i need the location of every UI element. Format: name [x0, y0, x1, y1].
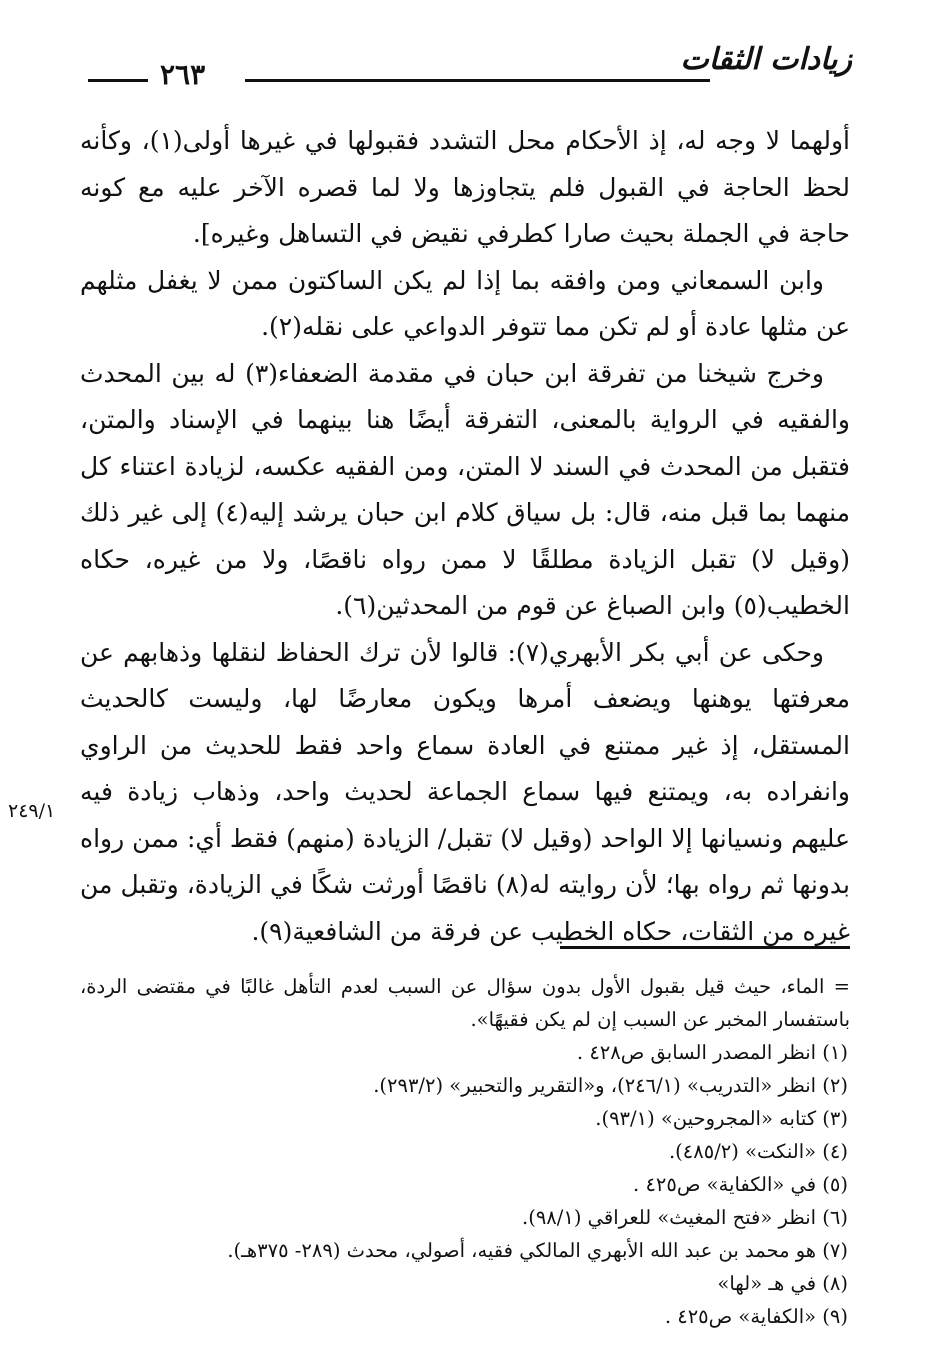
footnote-continuation: = الماء، حيث قيل بقبول الأول بدون سؤال عن السبب لعدم التأهل غالبًا في مقتضى الردة، باستفسار المخبر عن السبب إن لم يكن فقيهًا». — [80, 975, 850, 1031]
paragraph-4: وحكى عن أبي بكر الأبهري(٧): قالوا لأن ترك الحفاظ لنقلها وذهابهم عن معرفتها يوهنها ويضعف أمرها ويكون معارضًا لها، وليست كالحديث المستقل، إذ غير ممتنع في العادة سماع واحد فقط للحديث من الراوي وانفراده به، ويمتنع فيها سماع الجماعة لحديث واحد، وذهاب زيادة فيه عليهم ونسيانها إلا الواحد (وقيل لا) تقبل/ الزيادة (منهم) فقط أي: ممن رواه بدونها ثم رواه بها؛ لأن روايته له(٨) ناقصًا أورثت شكًا في الزيادة، وتقبل من غيره من الثقات، حكاه الخطيب عن فرقة من الشافعية(٩). — [80, 637, 850, 946]
header-rule-left — [88, 79, 148, 82]
page-number: ٢٦٣ — [160, 58, 206, 91]
footnote-9: (٩) «الكفاية» ص٤٢٥ . — [664, 1305, 848, 1328]
footnote-5: (٥) في «الكفاية» ص٤٢٥ . — [633, 1173, 848, 1196]
footnote-1: (١) انظر المصدر السابق ص٤٢٨ . — [576, 1041, 848, 1064]
footnote-4: (٤) «النكت» (٤٨٥/٢). — [668, 1140, 848, 1163]
footnote-3: (٣) كتابه «المجروحين» (٩٣/١). — [595, 1107, 848, 1130]
main-text — [80, 118, 850, 955]
running-title: زيادات الثقات — [680, 42, 852, 77]
footnote-6: (٦) انظر «فتح المغيث» للعراقي (٩٨/١). — [522, 1206, 848, 1229]
manuscript-folio-note: ٢٤٩/١ — [8, 800, 56, 822]
paragraph-3: وخرج شيخنا من تفرقة ابن حبان في مقدمة الضعفاء(٣) له بين المحدث والفقيه في الرواية بالمعنى، التفرقة أيضًا هنا بينهما في الإسناد والمتن، فتقبل من المحدث في السند لا المتن، ومن الفقيه عكسه، لزيادة اعتناء كل منهما بما قبل منه، قال: بل سياق كلام ابن حبان يرشد إليه(٤) إلى غير ذلك (وقيل لا) تقبل الزيادة مطلقًا لا ممن رواه ناقصًا، ولا من غيره، حكاه الخطيب(٥) وابن الصباغ عن قوم من المحدثين(٦). — [80, 358, 850, 620]
paragraph-2: وابن السمعاني ومن وافقه بما إذا لم يكن الساكتون ممن لا يغفل مثلهم عن مثلها عادة أو لم تكن مما تتوفر الدواعي على نقله(٢). — [80, 265, 850, 341]
footnote-separator — [560, 946, 850, 949]
footnote-8: (٨) في هـ «لها» — [717, 1272, 848, 1295]
footnotes — [80, 970, 850, 1333]
footnote-7: (٧) هو محمد بن عبد الله الأبهري المالكي فقيه، أصولي، محدث (٢٨٩- ٣٧٥هـ). — [227, 1239, 848, 1262]
paragraph-1: أولهما لا وجه له، إذ الأحكام محل التشدد فقبولها في غيرها أولى(١)، وكأنه لحظ الحاجة في القبول فلم يتجاوزها ولا لما قصره الآخر عليه مع كونه حاجة في الجملة بحيث صارا كطرفي نقيض في التساهل وغيره]. — [80, 126, 850, 248]
footnote-2: (٢) انظر «التدريب» (٢٤٦/١)، و«التقرير والتحبير» (٢٩٣/٢). — [373, 1074, 848, 1097]
header-rule-right — [245, 79, 710, 82]
